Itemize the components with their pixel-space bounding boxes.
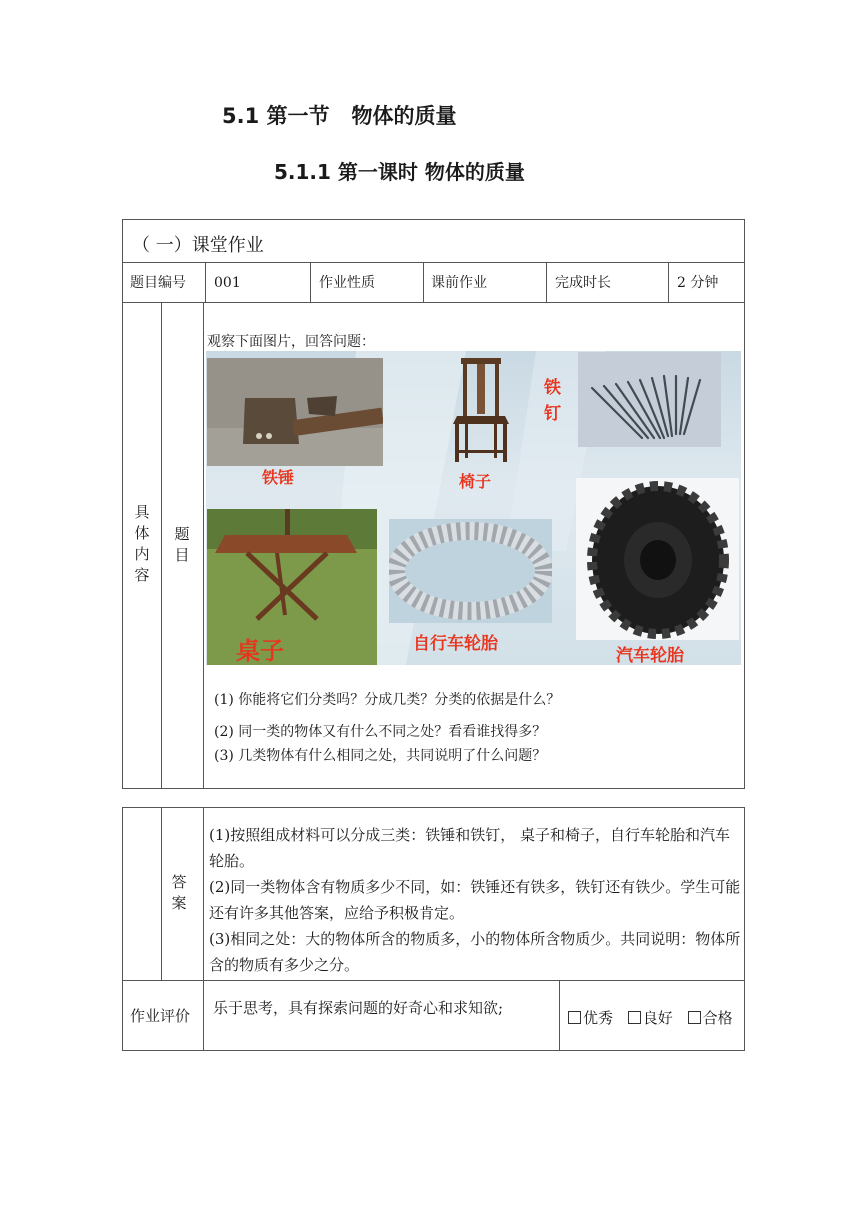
evaluation-text: 乐于思考，具有探索问题的好奇心和求知欲; (213, 999, 504, 1017)
answer-item-1: (1)按照组成材料可以分成三类：铁锤和铁钉， 桌子和椅子，自行车轮胎和汽车轮胎。 (209, 826, 731, 870)
question-item-2: (2) 同一类的物体又有什么不同之处？看看谁找得多？ (214, 724, 547, 740)
hammer-photo (207, 358, 383, 466)
car-tire-photo (576, 478, 739, 640)
answer-item-3: (3)相同之处：大的物体所含的物质多，小的物体所含物质少。共同说明：物体所含的物质有多少之分。 (209, 930, 741, 974)
hammer-label: 铁锤 (262, 468, 295, 487)
nature-label: 作业性质 (319, 275, 375, 291)
checkbox-icon[interactable] (688, 1011, 701, 1024)
nail-photo (578, 352, 721, 447)
section-title: 5.1 第一节 物体的质量 (222, 104, 457, 128)
id-label: 题目编号 (130, 275, 186, 291)
objects-illustration (206, 351, 741, 665)
duration-value: 2 分钟 (677, 275, 719, 291)
nail-label: 铁钉 (544, 378, 561, 424)
option-pass[interactable]: 合格 (688, 1009, 733, 1027)
question-intro: 观察下面图片，回答问题： (207, 334, 375, 350)
question-label: 题目 (174, 525, 190, 564)
id-value: 001 (214, 275, 241, 291)
answer-block (209, 822, 741, 978)
nature-value: 课前作业 (431, 275, 487, 291)
table-photo (207, 509, 377, 665)
option-good[interactable]: 良好 (628, 1009, 673, 1027)
checkbox-icon[interactable] (628, 1011, 641, 1024)
option-excellent[interactable]: 优秀 (568, 1009, 613, 1027)
answer-item-2: (2)同一类物体含有物质多少不同，如：铁锤还有铁多，铁钉还有铁少。学生可能还有许多其他答案，应给予积极肯定。 (209, 878, 741, 922)
chair-photo (451, 354, 511, 464)
question-item-1: (1) 你能将它们分类吗？分成几类？分类的依据是什么？ (214, 692, 561, 708)
car-tire-label: 汽车轮胎 (616, 646, 684, 665)
bicycle-tire-label: 自行车轮胎 (413, 634, 498, 654)
duration-label: 完成时长 (555, 275, 611, 291)
evaluation-label: 作业评价 (130, 1007, 191, 1025)
bicycle-tire-photo (389, 519, 552, 623)
answer-label: 答案 (171, 873, 187, 912)
content-label: 具体内容 (134, 503, 150, 584)
chair-label: 椅子 (459, 472, 492, 491)
evaluation-options (568, 1007, 743, 1028)
classwork-heading: （ 一）课堂作业 (132, 235, 264, 256)
question-item-3: (3) 几类物体有什么相同之处，共同说明了什么问题？ (214, 748, 547, 764)
table-label: 桌子 (236, 637, 284, 665)
lesson-title: 5.1.1 第一课时 物体的质量 (274, 160, 525, 184)
checkbox-icon[interactable] (568, 1011, 581, 1024)
